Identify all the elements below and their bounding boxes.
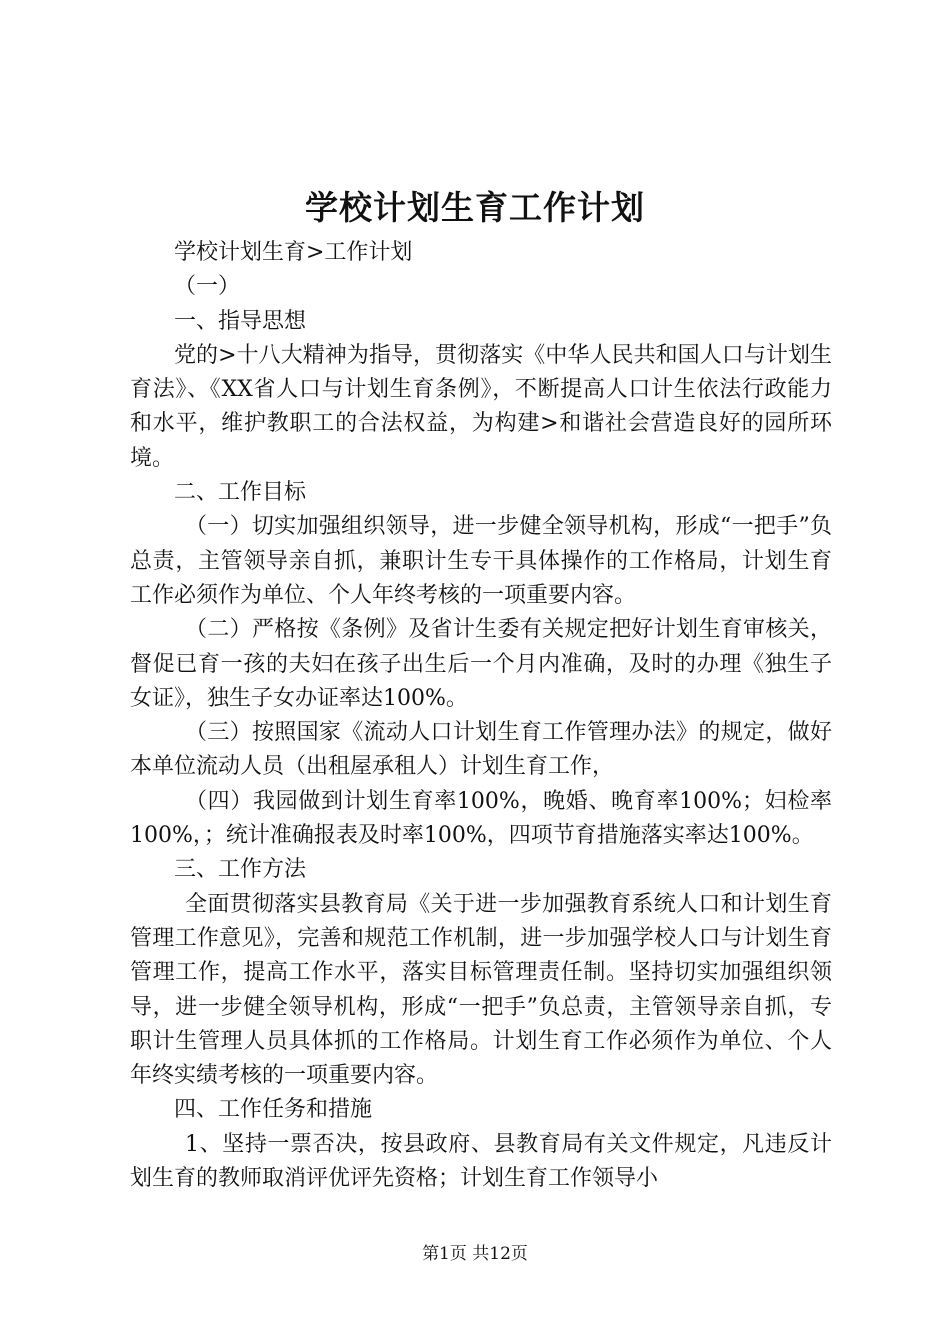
section-heading-guiding-thought: 一、指导思想 <box>174 308 307 334</box>
paragraph: （二）严格按《条例》及省计生委有关规定把好计划生育审核关，督促已育一孩的夫妇在孩子出生后一个月内准确，及时的办理《独生子女证》，独生子女办证率达100%。 <box>130 617 832 711</box>
paragraph: 党的>十八大精神为指导，贯彻落实《中华人民共和国人口与计划生育法》、《XX省人口与计划生育条例》，不断提高人口计生依法行政能力和水平，维护教职工的合法权益，为构建>和谐社会营造良好的园所环境。 <box>130 342 832 471</box>
section-heading-work-goals: 二、工作目标 <box>174 480 307 506</box>
paragraph: （三）按照国家《流动人口计划生育工作管理办法》的规定，做好本单位流动人员（出租屋承租人）计划生育工作， <box>130 720 832 780</box>
section-heading-work-methods: 三、工作方法 <box>174 857 307 883</box>
paragraph: 1、坚持一票否决，按县政府、县教育局有关文件规定，凡违反计划生育的教师取消评优评先资格；计划生育工作领导小 <box>130 1131 832 1192</box>
section-heading-tasks-measures: 四、工作任务和措施 <box>174 1097 373 1123</box>
paragraph: （四）我园做到计划生育率100%，晚婚、晚育率100%；妇检率100%，；统计准确报表及时率100%，四项节育措施落实率达100%。 <box>130 788 832 849</box>
document-title: 学校计划生育工作计划 <box>305 188 645 227</box>
paragraph: 全面贯彻落实县教育局《关于进一步加强教育系统人口和计划生育管理工作意见》，完善和规范工作机制，进一步加强学校人口与计划生育管理工作，提高工作水平，落实目标管理责任制。坚持切实加强组织领导，进一步健全领导机构，形成“一把手”负总责，主管领导亲自抓，专职计生管理人员具体抓的工作格局。计划生育工作必须作为单位、个人年终实绩考核的一项重要内容。 <box>130 891 832 1089</box>
document-body <box>130 236 832 1196</box>
paragraph-part-number: （一） <box>174 274 241 300</box>
paragraph: （一）切实加强组织领导，进一步健全领导机构，形成“一把手”负总责，主管领导亲自抓，兼职计生专干具体操作的工作格局，计划生育工作必须作为单位、个人年终考核的一项重要内容。 <box>130 514 832 608</box>
page-footer: 第1页 共12页 <box>422 1244 528 1264</box>
paragraph-subtitle: 学校计划生育>工作计划 <box>174 240 413 265</box>
